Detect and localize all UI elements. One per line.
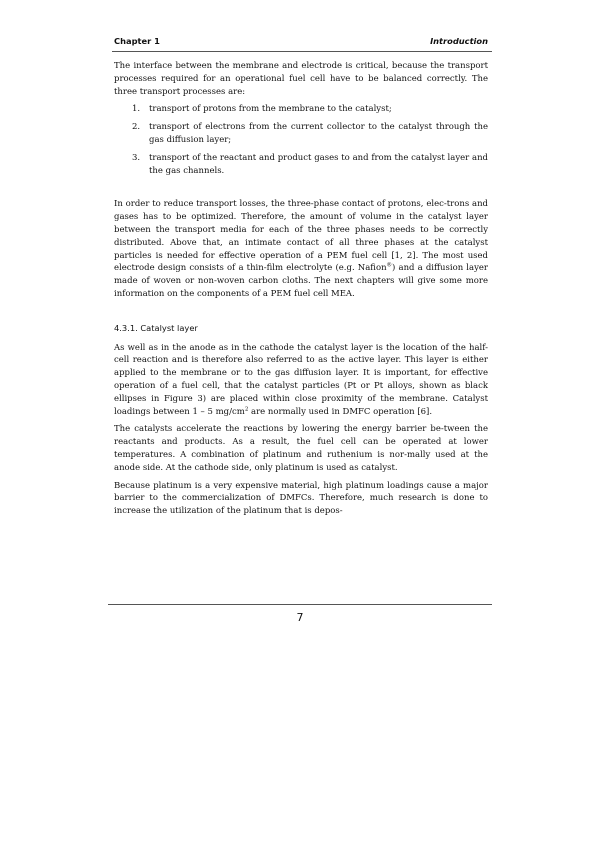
paragraph-text: are normally used in DMFC operation [6].: [248, 406, 433, 417]
paragraph-text: As well as in the anode as in the cathode the catalyst layer is the location of the half-cell reaction and is therefore also referred to as the active layer. This layer is either applied to the membrane or to the gas diffusion layer. It is important, for effective operation of a fuel cell, that the catalyst particles (Pt or Pt alloys, shown as black ellipses in Figure 3) are placed within close proximity of the membrane. Catalyst loadings between 1 – 5 mg/cm: [114, 342, 488, 417]
chapter-title: Introduction: [430, 36, 488, 46]
footer-divider: [108, 604, 492, 605]
page-body: [114, 60, 488, 523]
list-item-number: 1.: [132, 104, 141, 115]
chapter-label: Chapter 1: [114, 36, 160, 46]
list-item-number: 3.: [132, 152, 141, 163]
list-item-number: 2.: [132, 122, 141, 133]
transport-losses-paragraph: [114, 198, 488, 300]
list-item-text: transport of the reactant and product gases to and from the catalyst layer and the gas channels.: [149, 152, 488, 176]
catalyst-paragraph-2: The catalysts accelerate the reactions by lowering the energy barrier be-tween the reactants and products. As a result, the fuel cell can be operated at lower temperatures. A combination of platinum and ruthenium is nor-mally used at the anode side. At the cathode side, only platinum is used as catalyst.: [114, 424, 488, 473]
paragraph-text: In order to reduce transport losses, the three-phase contact of protons, elec-trons and gases has to be optimized. Therefore, the amount of volume in the catalyst layer between the transport media for each of the three phases needs to be correctly distributed. Above that, an intimate contact of all three phases at the catalyst particles is needed for effective operation of a PEM fuel cell [1, 2]. The most used electrode design consists of a thin-film electrolyte (e.g. Nafion: [114, 199, 488, 274]
list-item-text: transport of electrons from the current collector to the catalyst through the gas diffusion layer;: [149, 122, 488, 145]
header-divider: [112, 51, 492, 52]
list-item: [114, 103, 488, 116]
page-header: [112, 36, 490, 50]
list-item: [114, 121, 488, 147]
page-number: 7: [296, 611, 304, 624]
section-heading: 4.3.1. Catalyst layer: [114, 322, 198, 333]
registered-mark: ®: [386, 262, 393, 269]
transport-process-list: [114, 103, 488, 177]
superscript-2: 2: [244, 406, 249, 413]
intro-paragraph: The interface between the membrane and electrode is critical, because the transport processes required for an operational fuel cell have to be balanced correctly. The three transport processes are:: [114, 61, 488, 97]
catalyst-paragraph-1: [114, 342, 488, 419]
paragraph-text: ) and a diffusion layer made of woven or non-woven carbon cloths. The next chapters will give some more information on the components of a PEM fuel cell MEA.: [114, 263, 488, 299]
list-item: [114, 152, 488, 178]
catalyst-paragraph-3: Because platinum is a very expensive material, high platinum loadings cause a major barrier to the commercialization of DMFCs. Therefore, much research is done to increase the utilization of the platinum that is depos-: [114, 480, 488, 517]
list-item-text: transport of protons from the membrane to the catalyst;: [149, 104, 392, 115]
